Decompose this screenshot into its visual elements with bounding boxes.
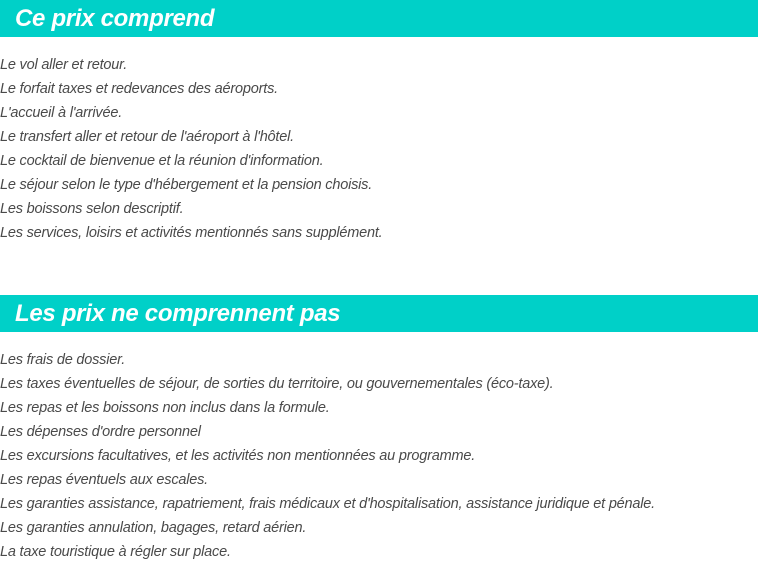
included-section	[0, 0, 758, 245]
list-item: Le séjour selon le type d'hébergement et la pension choisis.	[0, 177, 373, 193]
list-item: Les dépenses d'ordre personnel	[0, 424, 201, 440]
list-item: Les services, loisirs et activités mentionnés sans supplément.	[0, 225, 383, 241]
list-item: Les excursions facultatives, et les activités non mentionnées au programme.	[0, 448, 476, 464]
list-item: Les repas éventuels aux escales.	[0, 472, 209, 488]
list-item: Les frais de dossier.	[0, 352, 126, 368]
list-item: L'accueil à l'arrivée.	[0, 105, 123, 121]
list-item: La taxe touristique à régler sur place.	[0, 544, 231, 560]
excluded-list	[0, 348, 758, 564]
list-item: Le cocktail de bienvenue et la réunion d'information.	[0, 153, 324, 169]
excluded-heading: Les prix ne comprennent pas	[0, 295, 758, 332]
list-item: Le forfait taxes et redevances des aéroports.	[0, 81, 278, 97]
list-item: Les garanties assistance, rapatriement, frais médicaux et d'hospitalisation, assistance juridique et pénale.	[0, 496, 655, 512]
list-item: Les garanties annulation, bagages, retard aérien.	[0, 520, 307, 536]
excluded-section	[0, 295, 758, 564]
included-list	[0, 53, 758, 245]
list-item: Les taxes éventuelles de séjour, de sorties du territoire, ou gouvernementales (éco-taxe).	[0, 376, 554, 392]
list-item: Les boissons selon descriptif.	[0, 201, 184, 217]
list-item: Le transfert aller et retour de l'aéroport à l'hôtel.	[0, 129, 294, 145]
list-item: Les repas et les boissons non inclus dans la formule.	[0, 400, 330, 416]
list-item: Le vol aller et retour.	[0, 57, 128, 73]
included-heading: Ce prix comprend	[0, 0, 758, 37]
